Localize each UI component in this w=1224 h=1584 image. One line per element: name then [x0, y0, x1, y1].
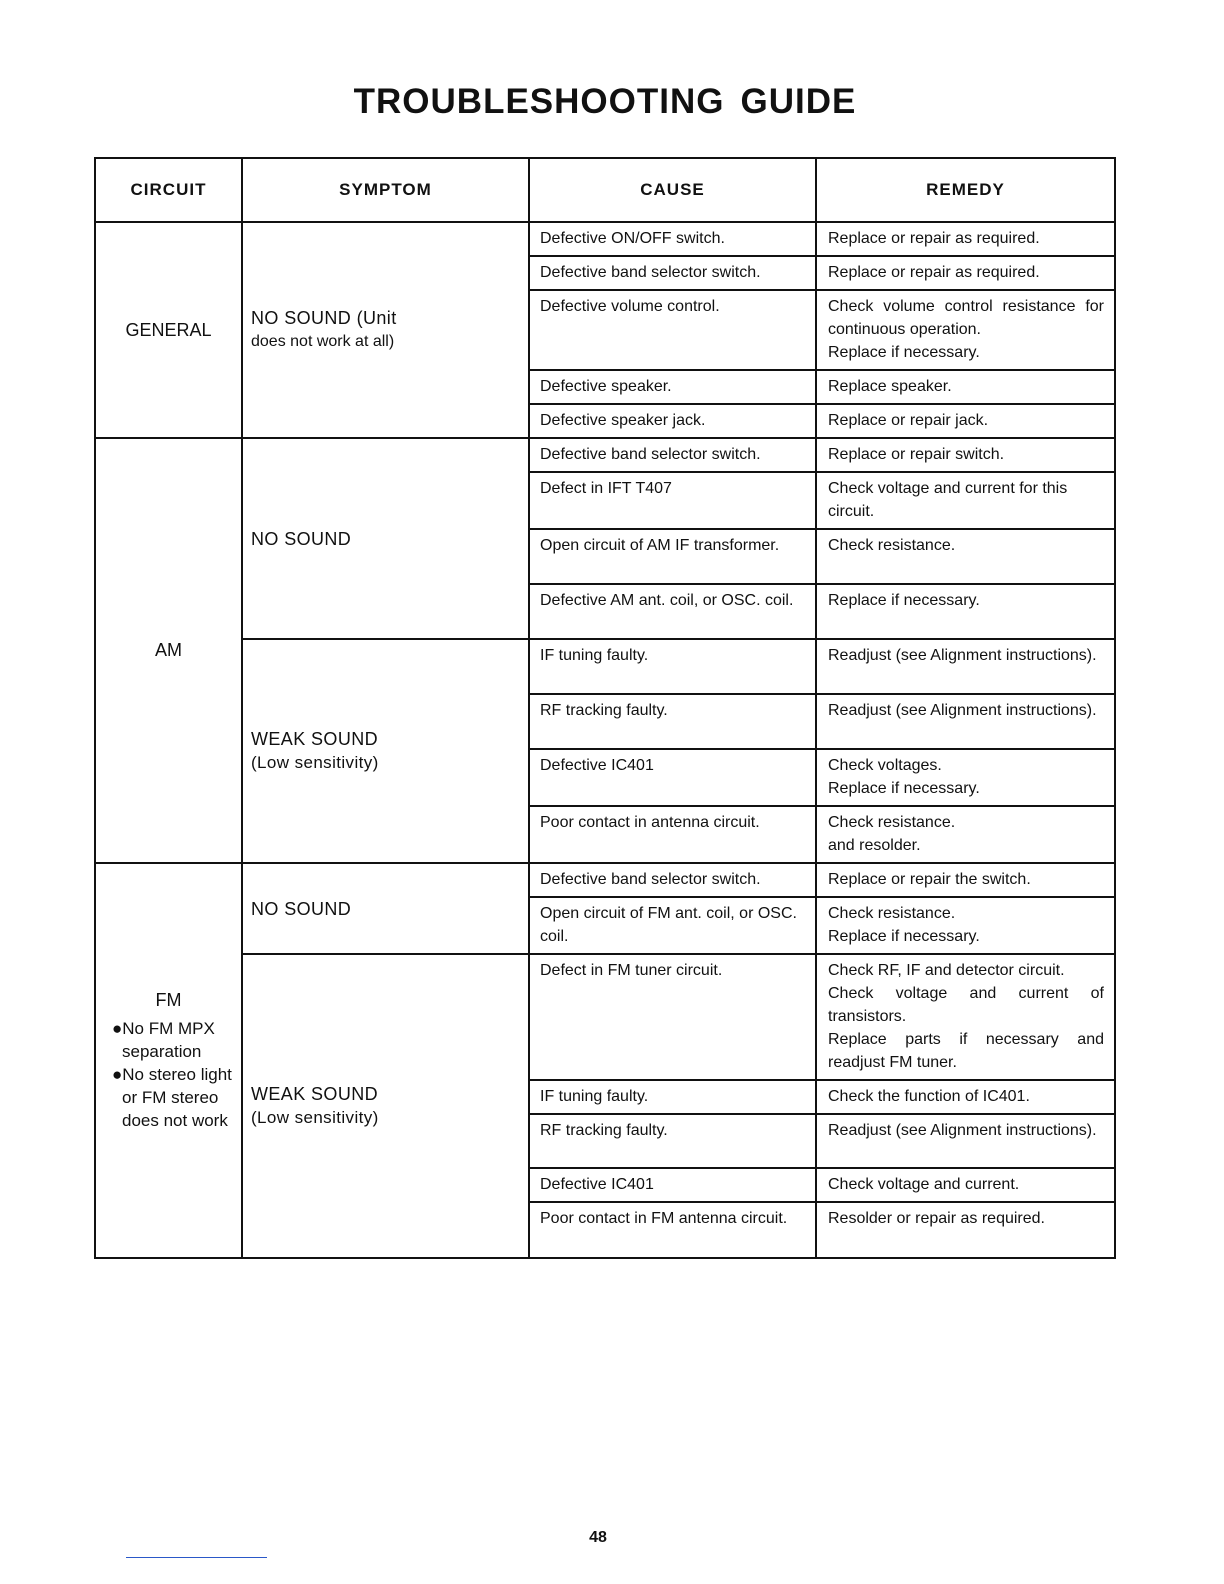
circuit-general: GENERAL — [95, 222, 242, 438]
cause-cell: Defective volume control. — [529, 290, 816, 370]
cause-cell: Defective band selector switch. — [529, 438, 816, 472]
cause-cell: Defective IC401 — [529, 749, 816, 806]
cause-cell: Defective ON/OFF switch. — [529, 222, 816, 256]
circuit-fm-label: FM — [155, 989, 182, 1010]
header-row — [95, 158, 1115, 222]
cause-cell: Open circuit of FM ant. coil, or OSC. coil. — [529, 897, 816, 954]
remedy-cell: Replace or repair switch. — [816, 438, 1115, 472]
cause-cell: Defect in FM tuner circuit. — [529, 954, 816, 1080]
symptom-line: does not work at all) — [251, 333, 395, 350]
symptom-line: (Low sensitivity) — [251, 1108, 379, 1127]
remedy-cell: Replace or repair as required. — [816, 222, 1115, 256]
cause-cell: Defective speaker. — [529, 370, 816, 404]
cause-cell: Poor contact in antenna circuit. — [529, 806, 816, 863]
cause-cell: Open circuit of AM IF transformer. — [529, 529, 816, 584]
cause-cell: Defective band selector switch. — [529, 863, 816, 897]
header-symptom: SYMPTOM — [242, 158, 529, 222]
cause-cell: IF tuning faulty. — [529, 1080, 816, 1114]
remedy-line: Check voltage and current of transistors. — [828, 985, 1104, 1025]
header-circuit: CIRCUIT — [95, 158, 242, 222]
symptom-general-no-sound — [242, 222, 529, 438]
remedy-cell — [816, 897, 1115, 954]
remedy-cell: Replace if necessary. — [816, 584, 1115, 639]
symptom-fm-no-sound: NO SOUND — [242, 863, 529, 954]
cause-cell: Defective IC401 — [529, 1168, 816, 1202]
circuit-fm — [95, 863, 242, 1258]
remedy-cell: Replace or repair as required. — [816, 256, 1115, 290]
symptom-line: NO SOUND (Unit — [251, 308, 397, 328]
remedy-line: Replace if necessary. — [828, 780, 980, 797]
symptom-line: (Low sensitivity) — [251, 753, 379, 772]
cause-cell: Defective AM ant. coil, or OSC. coil. — [529, 584, 816, 639]
fm-note-2: ●No stereo light or FM stereo does not work — [112, 1064, 232, 1130]
circuit-fm-notes — [100, 1017, 237, 1132]
cause-cell: IF tuning faulty. — [529, 639, 816, 694]
remedy-cell: Readjust (see Alignment instructions). — [816, 639, 1115, 694]
remedy-cell: Replace or repair the switch. — [816, 863, 1115, 897]
remedy-cell: Replace speaker. — [816, 370, 1115, 404]
remedy-cell: Check the function of IC401. — [816, 1080, 1115, 1114]
cause-cell: Poor contact in FM antenna circuit. — [529, 1202, 816, 1258]
remedy-cell: Resolder or repair as required. — [816, 1202, 1115, 1258]
remedy-cell — [816, 290, 1115, 370]
remedy-cell — [816, 954, 1115, 1080]
remedy-line: Check volume control resistance for continuous operation. — [828, 298, 1104, 338]
remedy-cell: Check voltage and current. — [816, 1168, 1115, 1202]
title-word-2: GUIDE — [740, 82, 857, 121]
footer-rule — [126, 1557, 267, 1558]
title-word-1: TROUBLESHOOTING — [353, 82, 725, 121]
remedy-cell: Check resistance. — [816, 529, 1115, 584]
remedy-line: Replace parts if necessary and readjust FM tuner. — [828, 1031, 1104, 1071]
page-number: 48 — [589, 1529, 607, 1546]
remedy-line: Check voltages. — [828, 757, 942, 774]
remedy-cell: Readjust (see Alignment instructions). — [816, 1114, 1115, 1168]
table-row — [95, 222, 1115, 256]
troubleshooting-table — [94, 157, 1116, 1259]
symptom-am-no-sound: NO SOUND — [242, 438, 529, 639]
cause-cell: Defective speaker jack. — [529, 404, 816, 438]
remedy-cell — [816, 749, 1115, 806]
table-row — [95, 863, 1115, 897]
remedy-line: Replace if necessary. — [828, 344, 980, 361]
fm-note-1: ●No FM MPX separation — [112, 1018, 215, 1061]
page-title — [0, 82, 1210, 122]
circuit-am: AM — [95, 438, 242, 863]
table-row — [95, 954, 1115, 1080]
remedy-line: Check resistance. — [828, 814, 956, 831]
table-row — [95, 438, 1115, 472]
remedy-line: Check RF, IF and detector circuit. — [828, 962, 1065, 979]
remedy-cell: Readjust (see Alignment instructions). — [816, 694, 1115, 749]
remedy-line: and resolder. — [828, 837, 921, 854]
cause-cell: RF tracking faulty. — [529, 1114, 816, 1168]
symptom-line: WEAK SOUND — [251, 1084, 379, 1104]
header-remedy: REMEDY — [816, 158, 1115, 222]
cause-cell: Defective band selector switch. — [529, 256, 816, 290]
remedy-cell: Replace or repair jack. — [816, 404, 1115, 438]
symptom-line: WEAK SOUND — [251, 729, 379, 749]
remedy-cell — [816, 806, 1115, 863]
symptom-am-weak-sound — [242, 639, 529, 863]
header-cause: CAUSE — [529, 158, 816, 222]
cause-cell: RF tracking faulty. — [529, 694, 816, 749]
table-row — [95, 639, 1115, 694]
remedy-line: Check resistance. — [828, 905, 956, 922]
remedy-cell: Check voltage and current for this circuit. — [816, 472, 1115, 529]
cause-cell: Defect in IFT T407 — [529, 472, 816, 529]
remedy-line: Replace if necessary. — [828, 928, 980, 945]
symptom-fm-weak-sound — [242, 954, 529, 1258]
